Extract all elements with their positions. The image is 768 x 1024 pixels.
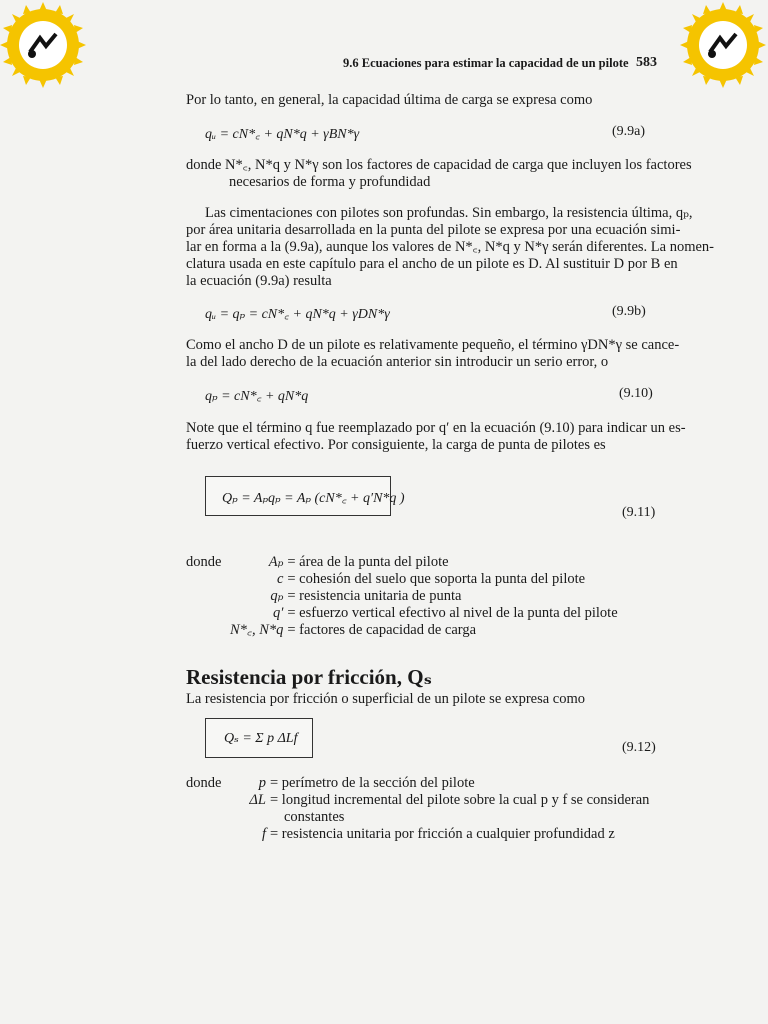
- equation-9-12: Qₛ = Σ p ΔLf: [224, 731, 298, 746]
- equation-9-10: qₚ = cN*꜀ + qN*q: [205, 389, 309, 404]
- equation-number-9-11: (9.11): [622, 505, 656, 520]
- definitions-friction: [186, 775, 649, 843]
- paragraph-piles-line-3: lar en forma a la (9.9a), aunque los valores de N*꜀, N*q y N*γ serán diferentes. La nomen-: [186, 239, 715, 255]
- paragraph-note-line-1: Note que el término q fue reemplazado por q′ en la ecuación (9.10) para indicar un es-: [186, 420, 686, 436]
- equation-9-9b: qᵤ = qₚ = cN*꜀ + qN*q + γDN*γ: [205, 307, 390, 322]
- equation-number-9-10: (9.10): [619, 386, 653, 401]
- running-header: 9.6 Ecuaciones para estimar la capacidad de un pilote: [343, 56, 629, 70]
- definition-row: donde p = perímetro de la sección del pilote: [186, 775, 475, 791]
- definitions-tip-resistance: [186, 554, 618, 639]
- paragraph-note-line-2: fuerzo vertical efectivo. Por consiguiente, la carga de punta de pilotes es: [186, 437, 606, 453]
- paragraph-intro: Por lo tanto, en general, la capacidad última de carga se expresa como: [186, 92, 593, 108]
- equation-number-9-9a: (9.9a): [612, 124, 646, 139]
- definition-row: c = cohesión del suelo que soporta la punta del pilote: [276, 571, 586, 587]
- definition-row: qₚ = resistencia unitaria de punta: [270, 588, 462, 604]
- definition-row: donde Aₚ = área de la punta del pilote: [186, 554, 449, 570]
- paragraph-friction-intro: La resistencia por fricción o superficial de un pilote se expresa como: [186, 691, 585, 707]
- definition-row: q′ = esfuerzo vertical efectivo al nivel de la punta del pilote: [272, 605, 618, 621]
- paragraph-piles-line-5: la ecuación (9.9a) resulta: [186, 273, 332, 289]
- definition-row: ΔL = longitud incremental del pilote sobre la cual p y f se consideran: [249, 792, 650, 808]
- equation-9-9a: qᵤ = cN*꜀ + qN*q + γBN*γ: [205, 127, 360, 142]
- definition-row: N*꜀, N*q = factores de capacidad de carga: [230, 622, 477, 638]
- equation-9-11: Qₚ = Aₚqₚ = Aₚ (cN*꜀ + q′N*q ): [222, 491, 405, 506]
- page-number: 583: [636, 55, 657, 70]
- paragraph-donde-factors: donde N*꜀, N*q y N*γ son los factores de capacidad de carga que incluyen los factores: [186, 157, 692, 173]
- definition-row: f = resistencia unitaria por fricción a cualquier profundidad z: [261, 826, 615, 842]
- paragraph-piles-line-4: clatura usada en este capítulo para el ancho de un pilote es D. Al sustituir D por B en: [186, 256, 678, 272]
- paragraph-width-line-1: Como el ancho D de un pilote es relativamente pequeño, el término γDN*γ se cance-: [186, 337, 680, 353]
- definition-row: constantes: [284, 809, 345, 825]
- equation-box-9-11: [205, 476, 405, 516]
- paragraph-width-line-2: la del lado derecho de la ecuación anterior sin introducir un serio error, o: [186, 354, 609, 370]
- equation-number-9-12: (9.12): [622, 740, 656, 755]
- paragraph-piles-line-1: Las cimentaciones con pilotes son profundas. Sin embargo, la resistencia última, qₚ,: [205, 205, 693, 221]
- paragraph-piles-line-2: por área unitaria desarrollada en la punta del pilote se expresa por una ecuación simi-: [186, 222, 681, 238]
- equation-box-9-12: [205, 718, 313, 758]
- paragraph-donde-factors-cont: necesarios de forma y profundidad: [229, 174, 431, 190]
- equation-number-9-9b: (9.9b): [612, 304, 646, 319]
- section-heading-friction: Resistencia por fricción, Qₛ: [186, 665, 432, 689]
- pdf-xchange-badge-right[interactable]: [680, 2, 766, 88]
- pdf-xchange-badge-left[interactable]: [0, 2, 86, 88]
